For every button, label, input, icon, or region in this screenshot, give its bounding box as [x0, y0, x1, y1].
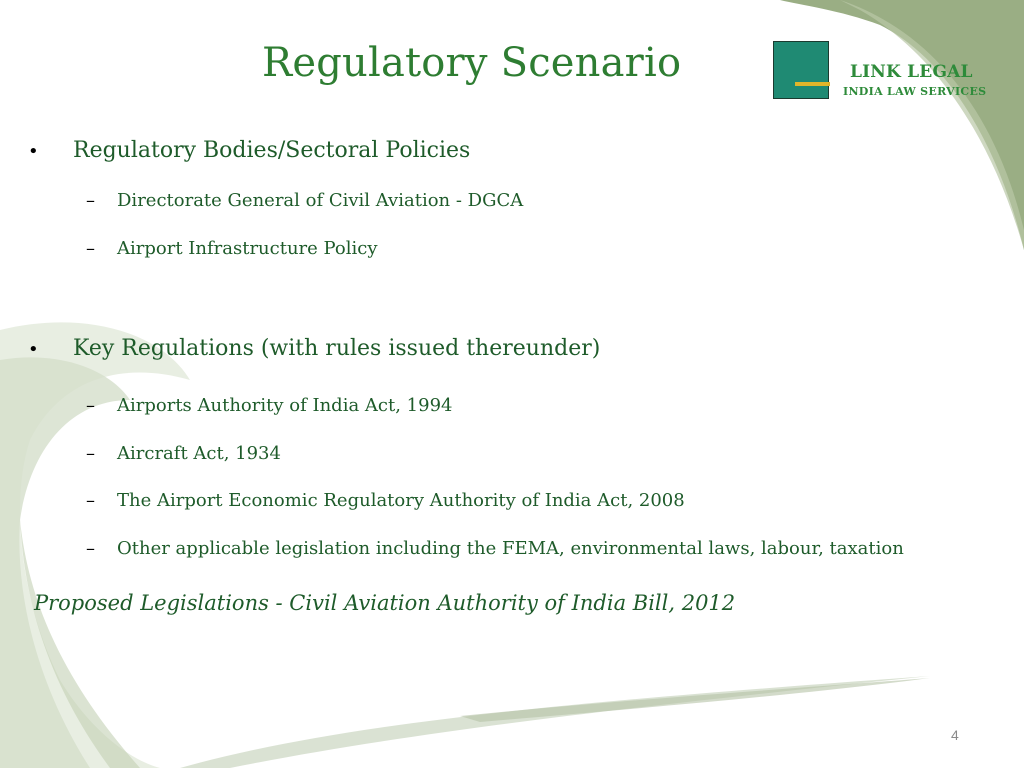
dash-icon: – — [86, 395, 95, 416]
logo-brand-name: LINK LEGAL — [850, 62, 973, 82]
sub-item — [86, 538, 904, 559]
bullet-icon: • — [28, 141, 39, 162]
sub-item — [86, 190, 523, 211]
logo-accent-bar — [795, 82, 830, 86]
bullet-regulatory-bodies — [28, 138, 470, 163]
dash-icon: – — [86, 443, 95, 464]
dash-icon: – — [86, 190, 95, 211]
sub-item — [86, 490, 685, 511]
bullet-heading: Regulatory Bodies/Sectoral Policies — [73, 138, 471, 163]
sub-item-text: Airport Infrastructure Policy — [117, 238, 378, 259]
sub-item-text: Aircraft Act, 1934 — [117, 443, 281, 464]
proposed-legislation: Proposed Legislations - Civil Aviation Authority of India Bill, 2012 — [34, 591, 736, 615]
sub-item-text: Airports Authority of India Act, 1994 — [117, 395, 453, 416]
dash-icon: – — [86, 538, 95, 559]
bullet-icon: • — [28, 339, 39, 360]
logo-mark — [773, 41, 829, 99]
sub-item-text: Directorate General of Civil Aviation - DGCA — [117, 190, 524, 211]
sub-item — [86, 443, 281, 464]
page-number: 4 — [951, 727, 959, 743]
bullet-key-regulations — [28, 336, 600, 361]
sub-item-text: The Airport Economic Regulatory Authority of India Act, 2008 — [117, 490, 685, 511]
dash-icon: – — [86, 238, 95, 259]
sub-item-text: Other applicable legislation including the FEMA, environmental laws, labour, taxation — [117, 538, 904, 559]
dash-icon: – — [86, 490, 95, 511]
sub-item — [86, 238, 378, 259]
sub-item — [86, 395, 452, 416]
bullet-heading: Key Regulations (with rules issued thereunder) — [73, 336, 601, 361]
logo-tagline: INDIA LAW SERVICES — [843, 85, 987, 98]
slide-title: Regulatory Scenario — [262, 40, 682, 86]
